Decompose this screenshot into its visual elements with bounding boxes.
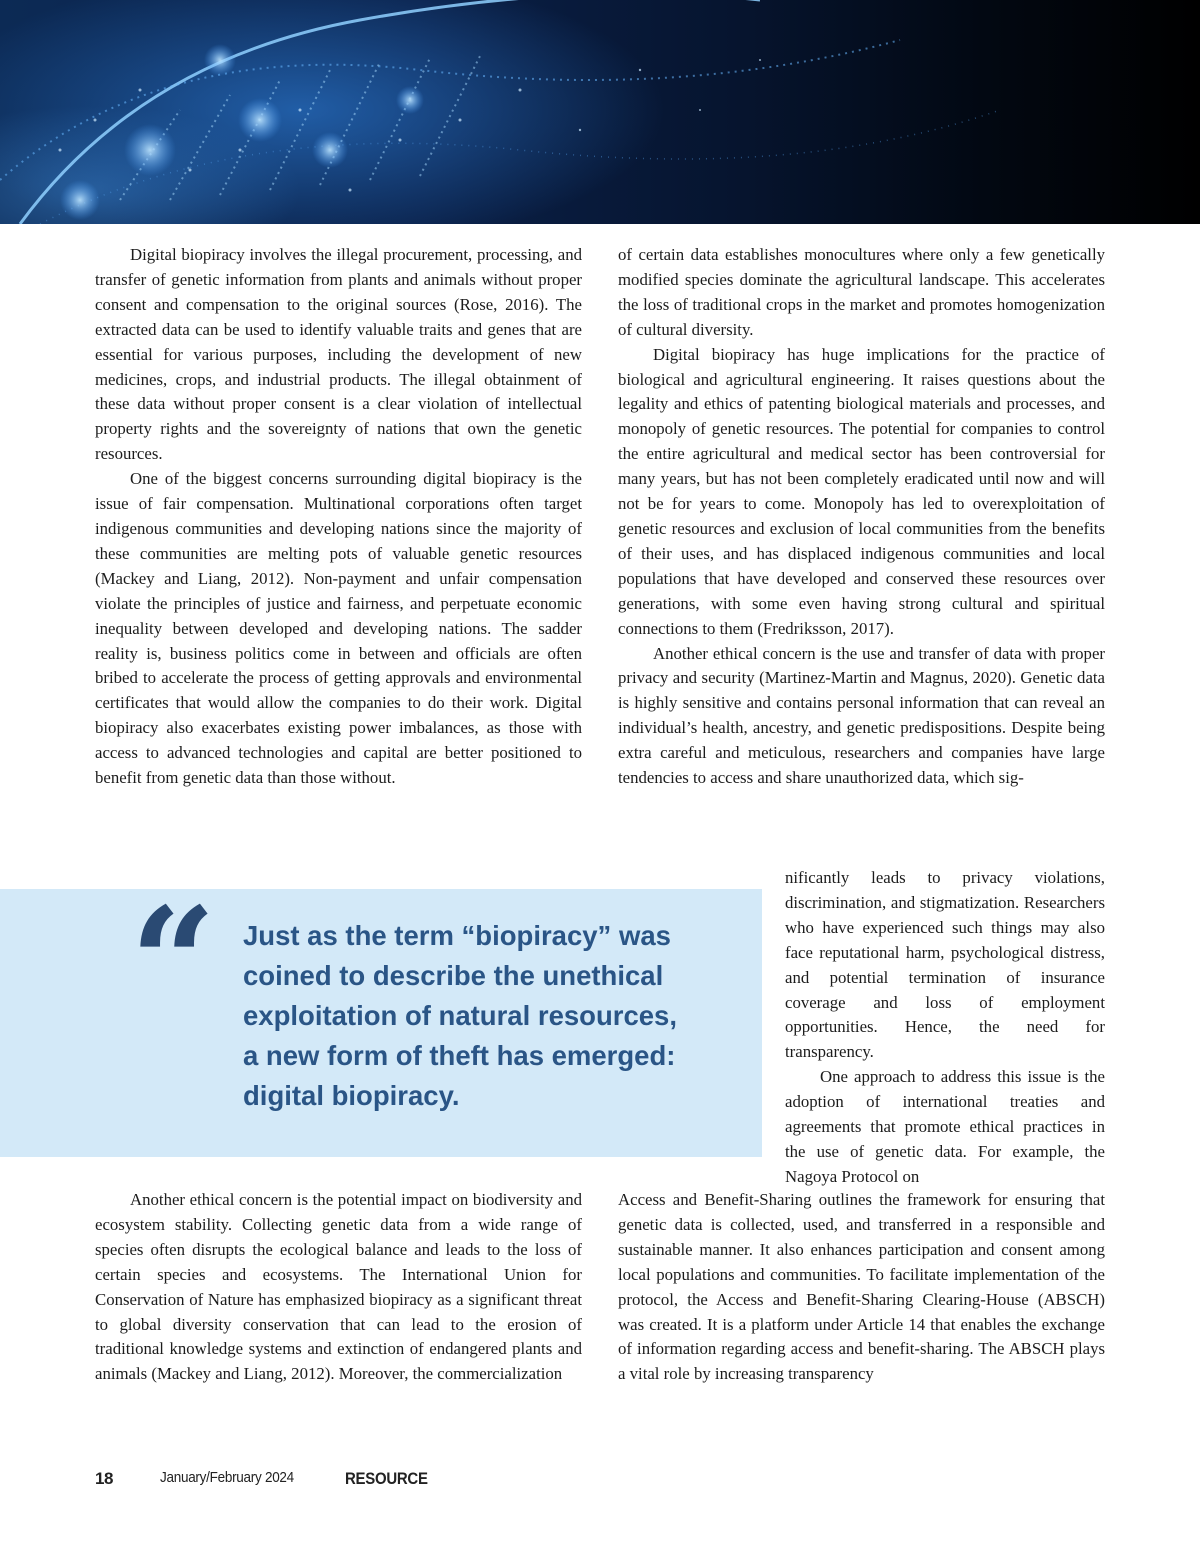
article-column-left-top [95,243,582,791]
body-paragraph: of certain data establishes monocultures where only a few genetically modified species dominate the agricultural landscape. This accelerates the loss of traditional crops in the market and promotes homogenization of cultural diversity. [618,245,1105,339]
body-paragraph: Digital biopiracy involves the illegal procurement, processing, and transfer of genetic information from plants and animals without proper consent and compensation to the original sources (Rose, 2016). The extracted data can be used to identify valuable traits and genes that are essential for various purposes, including the development of new medicines, crops, and industrial products. The illegal obtainment of these data without proper consent is a clear violation of intellectual property rights and the sovereignty of nations that own the genetic resources. [95,245,582,464]
pull-quote-line: digital biopiracy. [243,1080,460,1111]
page-number: 18 [95,1469,113,1488]
article-column-left-bottom [95,1188,582,1387]
issue-date: January/February 2024 [160,1469,294,1486]
body-paragraph: nificantly leads to privacy violations, discrimination, and stigmatization. Researchers who have experienced such things may also face reputational harm, psychological distress, and potential termination of insurance coverage and loss of employment opportunities. Hence, the need for transparency. [785,868,1105,1062]
dna-helix-icon [0,0,1200,224]
pull-quote-line: coined to describe the unethical [243,960,664,991]
body-paragraph: Another ethical concern is the use and transfer of data with proper privacy and security (Martinez-Martin and Magnus, 2020). Genetic data is highly sensitive and contains personal information that can reveal an individual’s health, ancestry, and genetic predispositions. Despite being extra careful and meticulous, researchers and companies have large tendencies to access and share unauthorized data, which sig- [618,643,1105,788]
article-column-right-wrap [785,866,1105,1190]
article-column-right-bottom [618,1188,1105,1387]
pull-quote-line: Just as the term “biopiracy” was [243,920,671,951]
pull-quote-line: exploitation of natural resources, [243,1000,677,1031]
body-paragraph: Access and Benefit-Sharing outlines the framework for ensuring that genetic data is collected, used, and transferred in a responsible and sustainable manner. It also enhances participation and consent among local populations and communities. To facilitate implementation of the protocol, the Access and Benefit-Sharing Clearing-House (ABSCH) was created. It is a platform under Article 14 that enables the exchange of information regarding access and benefit-sharing. The ABSCH plays a vital role by increasing transparency [618,1190,1105,1384]
pull-quote-text [243,916,703,1116]
body-paragraph: One of the biggest concerns surrounding digital biopiracy is the issue of fair compensation. Multinational corporations often target indigenous communities and developing nations since the majority of these communities are melting pots of valuable genetic resources (Mackey and Liang, 2012). Non-payment and unfair compensation violate the principles of justice and fairness, and perpetuate economic inequality between developed and developing nations. The sadder reality is, business politics come in between and officials are often bribed to accelerate the process of getting approvals and environmental certificates that would allow the companies to do their work. Digital biopiracy also exacerbates existing power imbalances, as those with access to advanced technologies and capital are better positioned to benefit from genetic data than those without. [95,469,582,788]
quote-mark-icon: “ [130,875,217,1051]
article-column-right-top [618,243,1105,791]
hero-dna-image [0,0,1200,224]
magazine-name: RESOURCE [345,1469,428,1488]
body-paragraph: Digital biopiracy has huge implications for the practice of biological and agricultural engineering. It raises questions about the legality and ethics of patenting biological materials and processes, and monopoly of genetic resources. The potential for companies to control the entire agricultural and medical sector has been controversial for many years, but has not been completely eradicated until now and will not be for years to come. Monopoly has led to overexploitation of genetic resources and exclusion of local communities from the benefits of their uses, and has displaced indigenous communities and local populations that have developed and conserved these resources over generations, with some even having strong cultural and spiritual connections to them (Fredriksson, 2017). [618,344,1105,638]
body-paragraph: One approach to address this issue is the adoption of international treaties and agreements that promote ethical practices in the use of genetic data. For example, the Nagoya Protocol on [785,1067,1105,1186]
pull-quote-line: a new form of theft has emerged: [243,1040,676,1071]
body-paragraph: Another ethical concern is the potential impact on biodiversity and ecosystem stability. Collecting genetic data from a wide range of species often disrupts the ecological balance and leads to the loss of certain species and ecosystems. The International Union for Conservation of Nature has emphasized biopiracy as a significant threat to global diversity conservation that can lead to the erosion of traditional knowledge systems and extinction of endangered plants and animals (Mackey and Liang, 2012). Moreover, the commercialization [95,1190,582,1384]
